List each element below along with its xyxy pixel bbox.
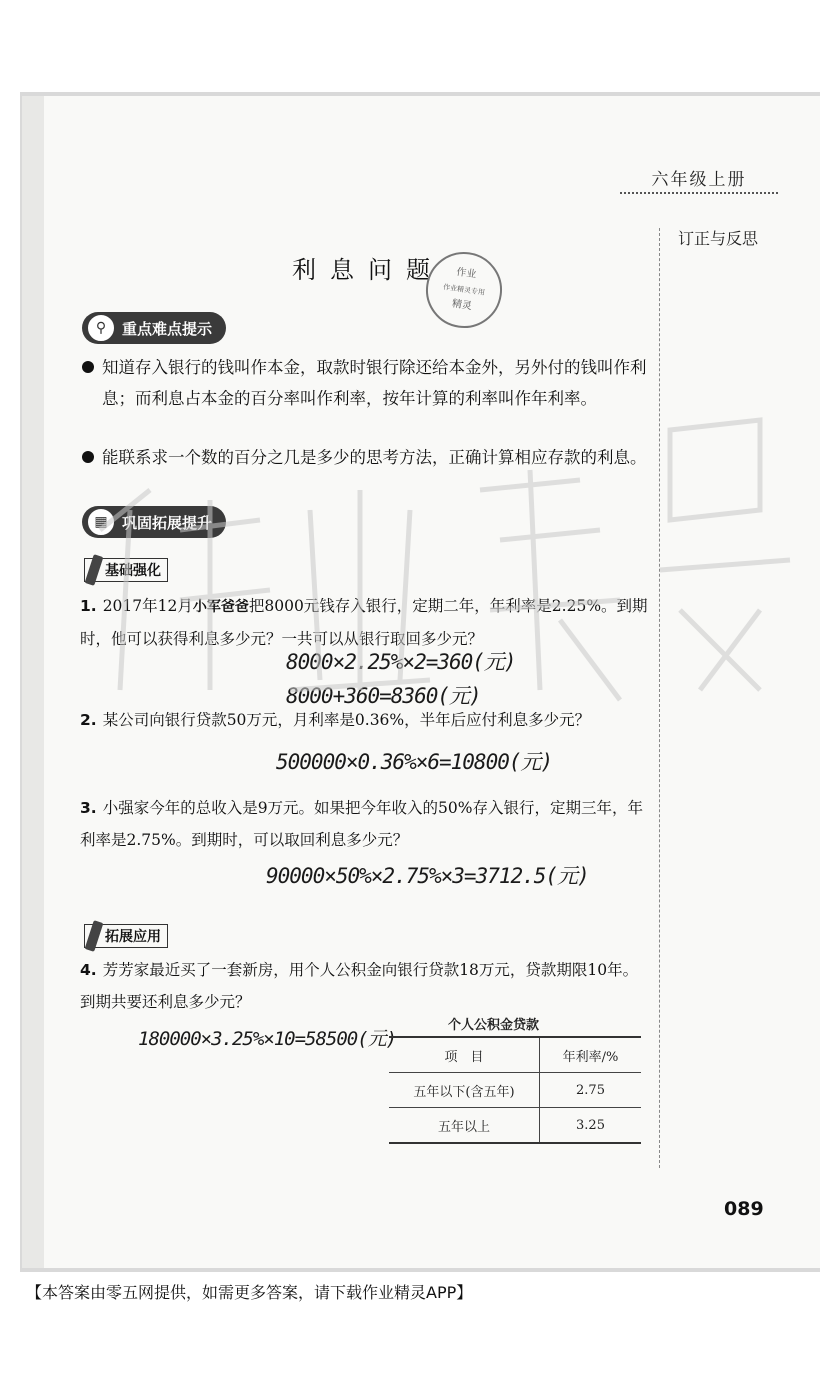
question-3 (80, 792, 650, 856)
table-header-row (389, 1037, 641, 1073)
handwritten-answer: 8000×2.25%×2=360(元) (286, 650, 516, 674)
question-2 (80, 704, 650, 736)
grade-label: 六年级上册 (620, 162, 778, 194)
page-number: 089 (724, 1198, 764, 1220)
bullet-dot-icon (82, 361, 94, 373)
basic-section-tag (84, 558, 168, 582)
key-point-item (82, 442, 647, 473)
bullet-dot-icon (82, 451, 94, 463)
question-number: 2. (80, 711, 97, 729)
stamp-mid-text: 作业精灵专用 (442, 283, 486, 297)
handwritten-answer: 500000×0.36%×6=10800(元) (276, 750, 553, 774)
column-header: 年利率/% (562, 1049, 619, 1065)
question-highlight: 小军爸爸 (192, 599, 249, 615)
table-row (389, 1108, 641, 1144)
key-point-text: 知道存入银行的钱叫作本金，取款时银行除还给本金外，另外付的钱叫作利息；而利息占本金的百分率叫作利率，按年计算的利率叫作年利率。 (102, 358, 647, 408)
question-number: 1. (80, 597, 97, 615)
table-cell: 3.25 (576, 1117, 605, 1133)
question-number: 3. (80, 799, 97, 817)
book-icon: ▦ (86, 507, 116, 537)
key-points-badge (82, 312, 226, 344)
pencil-icon (85, 920, 104, 952)
handwritten-answer: 8000+360=8360(元) (286, 684, 481, 708)
basic-label: 基础强化 (105, 563, 161, 579)
stamp-top-text: 作业 (455, 266, 477, 281)
extension-section-tag (84, 924, 168, 948)
table-cell: 五年以下(含五年) (389, 1073, 540, 1108)
question-text: 某公司向银行贷款50万元，月利率是0.36%，半年后应付利息多少元？ (102, 711, 591, 729)
correction-column-title: 订正与反思 (678, 229, 759, 248)
table-cell: 五年以上 (389, 1108, 540, 1144)
question-text-a: 2017年12月 (102, 597, 193, 615)
table-row (389, 1073, 641, 1108)
handwritten-answer: 180000×3.25%×10=58500(元) (138, 1028, 397, 1050)
question-text: 芳芳家最近买了一套新房，用个人公积金向银行贷款18万元，贷款期限10年。到期共要还利息多少元？ (80, 961, 639, 1011)
column-header: 项 目 (389, 1037, 540, 1073)
correction-column-divider (659, 228, 660, 1168)
key-point-item (82, 352, 647, 414)
question-text-b: 把8000元钱存入银行，定期二年，年利率是2.25%。到期时，他可以获得利息多少元？一共可以从银行取回多少元？ (80, 597, 648, 648)
question-number: 4. (80, 961, 97, 979)
rate-table-title: 个人公积金贷款 (448, 1018, 540, 1033)
extension-label: 拓展应用 (105, 929, 161, 945)
practice-badge (82, 506, 226, 538)
rate-table (389, 1036, 641, 1144)
question-4 (80, 954, 650, 1018)
magnifier-icon: ⚲ (86, 313, 116, 343)
footer-notice: 【本答案由零五网提供，如需更多答案，请下载作业精灵APP】 (26, 1283, 473, 1302)
question-text: 小强家今年的总收入是9万元。如果把今年收入的50%存入银行，定期三年，年利率是2.75%。到期时，可以取回利息多少元？ (80, 799, 644, 849)
practice-label: 巩固拓展提升 (122, 513, 213, 532)
pencil-icon (85, 554, 104, 586)
handwritten-answer: 90000×50%×2.75%×3=3712.5(元) (266, 864, 589, 888)
key-point-text: 能联系求一个数的百分之几是多少的思考方法，正确计算相应存款的利息。 (102, 448, 647, 467)
lesson-title: 利息问题 (292, 256, 444, 284)
stamp-bottom-text: 精灵 (451, 298, 473, 313)
table-cell: 2.75 (576, 1082, 605, 1098)
key-points-label: 重点难点提示 (122, 319, 213, 338)
